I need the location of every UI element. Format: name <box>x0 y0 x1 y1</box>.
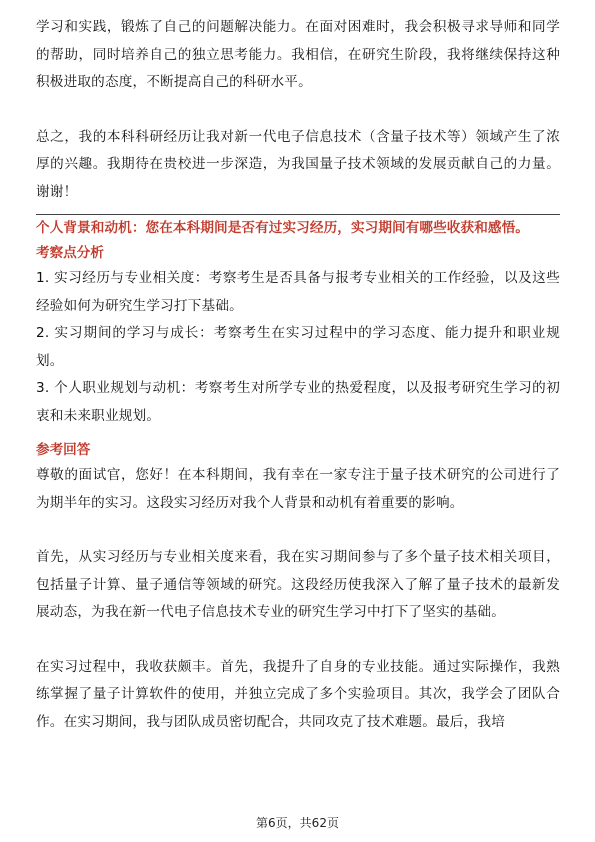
page-footer: 第6页，共62页 <box>256 816 339 830</box>
analysis-item-2: 2. 实习期间的学习与成长：考察考生在实习过程中的学习态度、能力提升和职业规划。 <box>36 325 560 369</box>
answer-heading: 参考回答 <box>36 442 91 458</box>
intro-paragraph-1: 学习和实践，锻炼了自己的问题解决能力。在面对困难时，我会积极寻求导师和同学的帮助，同时培养自己的独立思考能力。我相信，在研究生阶段，我将继续保持这种积极进取的态度，不断提高自己的科研水平。 <box>36 19 560 90</box>
analysis-item-3: 3. 个人职业规划与动机：考察考生对所学专业的热爱程度，以及报考研究生学习的初衷和未来职业规划。 <box>36 380 560 424</box>
answer-paragraph-3: 在实习过程中，我收获颇丰。首先，我提升了自身的专业技能。通过实际操作，我熟练掌握了量子计算软件的使用，并独立完成了多个实验项目。其次，我学会了团队合作。在实习期间，我与团队成员密切配合，共同攻克了技术难题。最后，我培 <box>36 658 560 730</box>
answer-paragraph-2: 首先，从实习经历与专业相关度来看，我在实习期间参与了多个量子技术相关项目，包括量子计算、量子通信等领域的研究。这段经历使我深入了解了量子技术的最新发展动态，为我在新一代电子信息技术专业的研究生学习中打下了坚实的基础。 <box>36 549 560 620</box>
analysis-item-1: 1. 实习经历与专业相关度：考察考生是否具备与报考专业相关的工作经验，以及这些经验如何为研究生学习打下基础。 <box>36 270 560 314</box>
question-heading: 个人背景和动机：您在本科期间是否有过实习经历，实习期间有哪些收获和感悟。 <box>36 220 529 236</box>
analysis-heading: 考察点分析 <box>36 245 104 261</box>
answer-paragraph-1: 尊敬的面试官，您好！在本科期间，我有幸在一家专注于量子技术研究的公司进行了为期半年的实习。这段实习经历对我个人背景和动机有着重要的影响。 <box>36 467 560 511</box>
intro-paragraph-2: 总之，我的本科科研经历让我对新一代电子信息技术（含量子技术等）领域产生了浓厚的兴趣。我期待在贵校进一步深造，为我国量子技术领域的发展贡献自己的力量。谢谢！ <box>36 128 560 200</box>
document-page <box>36 14 560 736</box>
